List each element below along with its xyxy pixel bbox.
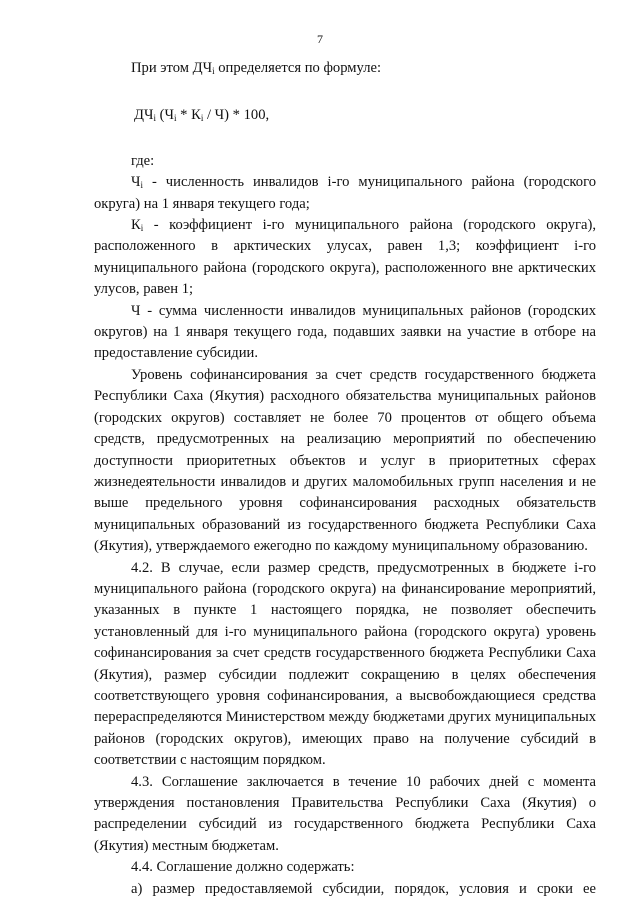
page-number: 7 — [317, 32, 323, 46]
definition-chi: $Ч_i$ - численность инвалидов i-го муниципального района (городского округа) на 1 января текущего года; — [94, 174, 596, 212]
formula-intro: При этом $ДЧ_i$ определяется по формуле: — [131, 60, 382, 76]
paragraph-4-2: 4.2. В случае, если размер средств, предусмотренных в бюджете i-го муниципального района (городского округа) на финансирование мероприятий, указанных в пункте 1 настоящего порядка, не позволяет обеспечить установленный для i-го муниципального района (городского округа) уровень софинансирования за счет средств государственного бюджета Республики Саха (Якутия), размер субсидии подлежит сокращению в целях обеспечения соответствующего уровня софинансирования, а высвобождающиеся средства перераспределяются Министерством между бюджетами других муниципальных районов (городских округов), имеющих право на получение субсидий в соответствии с настоящим порядком. — [94, 559, 596, 769]
document-body — [94, 58, 596, 900]
paragraph-a: а) размер предоставляемой субсидии, порядок, условия и сроки ее — [131, 880, 596, 897]
definition-ch: Ч - сумма численности инвалидов муниципальных районов (городских округов) на 1 января текущего года, подавших заявки на участие в отборе на предоставление субсидии. — [94, 302, 596, 362]
definition-ki: $К_i$ - коэффициент i-го муниципального района (городского округа), расположенного в арктических улусах, равен 1,3; коэффициент i-го муниципального района (городского округа), расположенного вне арктических улусов, равен 1; — [94, 217, 596, 298]
formula: $ДЧ_i$ $(Ч_i * К_i / Ч) * 100$, — [134, 107, 270, 124]
paragraph-4-3: 4.3. Соглашение заключается в течение 10 рабочих дней с момента утверждения постановления Правительства Республики Саха (Якутия) о распределении субсидий из государственного бюджета Республики Саха (Якутия) местным бюджетам. — [94, 773, 596, 854]
paragraph-4-4: 4.4. Соглашение должно содержать: — [131, 859, 355, 876]
where-label: где: — [131, 152, 155, 169]
paragraph-cofinancing-level: Уровень софинансирования за счет средств государственного бюджета Республики Саха (Якутия) расходного обязательства муниципальных районов (городских округов) составляет не более 70 процентов от общего объема средств, предусмотренных на реализацию мероприятий по обеспечению доступности приоритетных объектов и услуг в приоритетных сферах жизнедеятельности инвалидов и других маломобильных групп населения и не выше предельного уровня софинансирования расходных обязательств муниципальных образований из государственного бюджета Республики Саха (Якутия), утверждаемого ежегодно по каждому муниципальному образованию. — [94, 366, 596, 555]
